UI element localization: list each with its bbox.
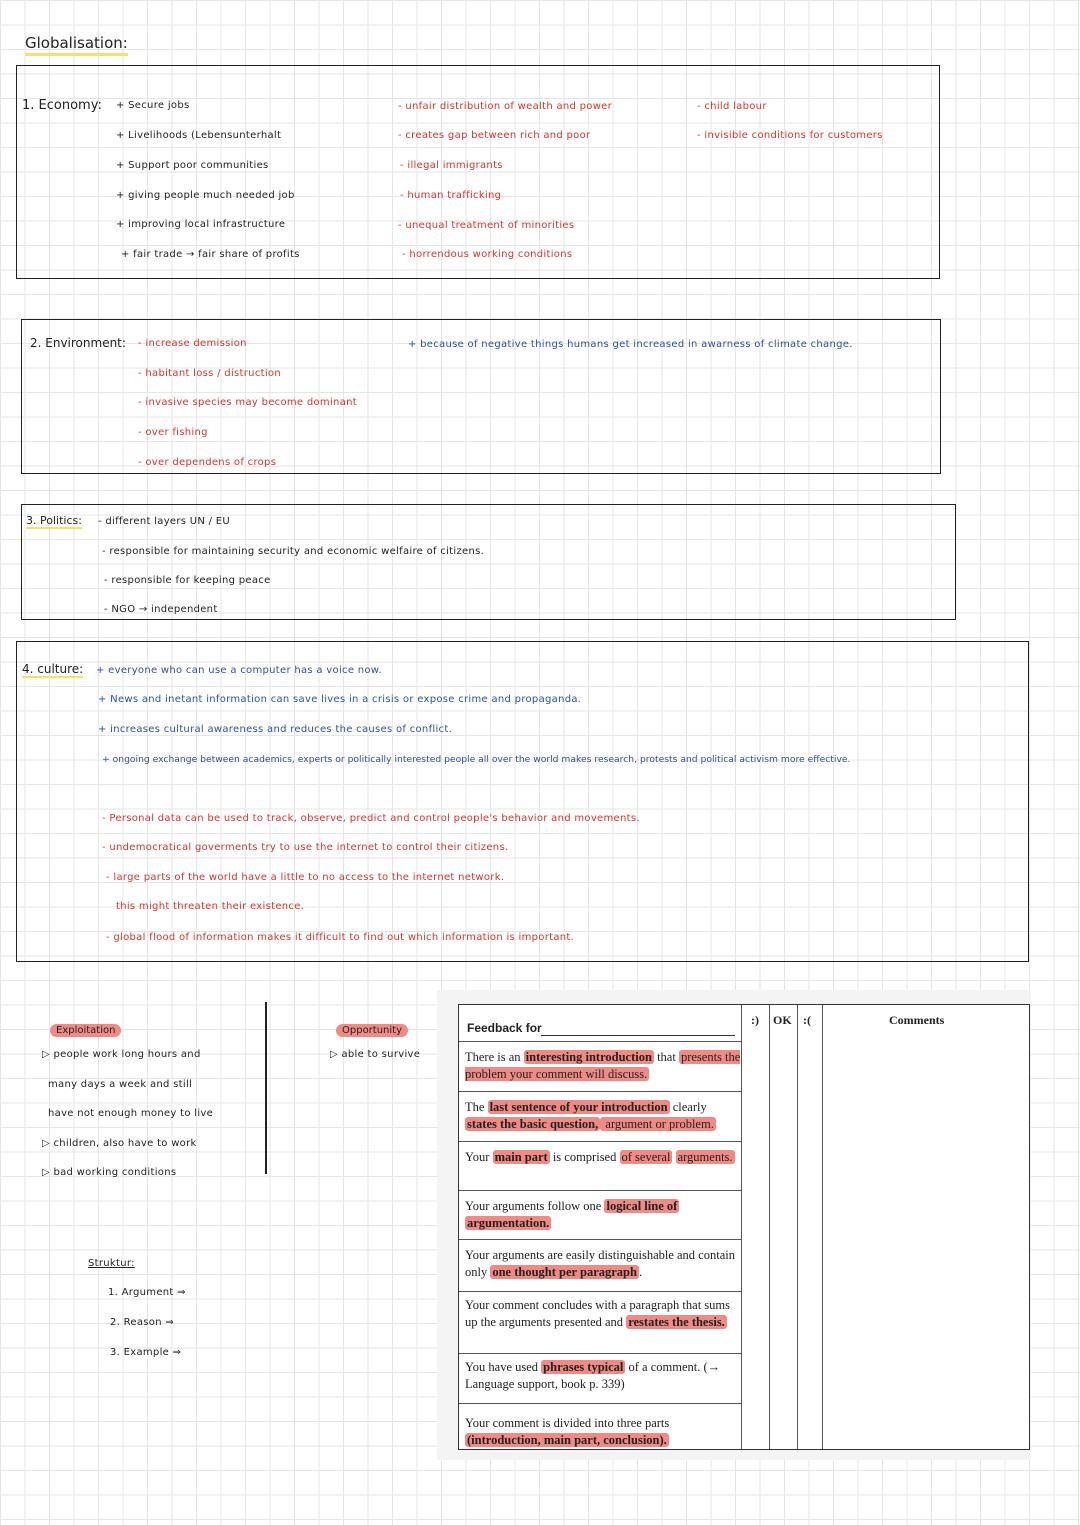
exploitation-line: ▷ people work long hours and (42, 1049, 201, 1060)
feedback-criterion (465, 1359, 741, 1393)
feedback-table (458, 1004, 1030, 1450)
highlighted-phrase: interesting introduction (525, 1050, 652, 1064)
culture-label (22, 662, 83, 676)
feedback-row-divider (459, 1041, 741, 1042)
highlighted-phrase: of several (621, 1150, 671, 1164)
feedback-name-line (541, 1035, 735, 1036)
criterion-text: that (653, 1050, 679, 1064)
criterion-text: You have used (465, 1360, 542, 1374)
politics-label-text: 3. Politics: (26, 514, 82, 527)
highlighted-phrase: one thought per paragraph (492, 1265, 637, 1279)
culture-pro: + ongoing exchange between academics, experts or politically interested people all over the world makes research, protests and political activism more effective. (102, 754, 851, 765)
economy-con: - unfair distribution of wealth and power (398, 101, 613, 112)
feedback-criterion (465, 1297, 741, 1331)
highlighted-phrase: logical line of (606, 1199, 678, 1213)
structure-item: 3. Example ⇒ (110, 1347, 182, 1358)
politics-item: - different layers UN / EU (98, 516, 231, 527)
feedback-criterion (465, 1099, 741, 1133)
economy-label: 1. Economy: (22, 98, 102, 113)
highlighted-phrase: phrases typical (543, 1360, 624, 1374)
col-divider (741, 1005, 742, 1449)
environment-item: - habitant loss / distruction (138, 368, 281, 379)
opportunity-pill: Opportunity (336, 1024, 408, 1037)
economy-con: - horrendous working conditions (402, 249, 573, 260)
criterion-text: The (465, 1100, 488, 1114)
column-divider (265, 1002, 267, 1174)
feedback-row-divider (459, 1239, 741, 1240)
criterion-text: Your arguments follow one (465, 1199, 605, 1213)
politics-item: - responsible for keeping peace (104, 575, 271, 586)
culture-label-text: 4. culture: (22, 662, 84, 676)
col-divider (822, 1005, 823, 1449)
highlighted-phrase: restates the thesis. (628, 1315, 725, 1329)
culture-con: - Personal data can be used to track, observe, predict and control people's behavior and movements. (102, 813, 640, 824)
feedback-criterion (465, 1049, 741, 1083)
culture-pro: + everyone who can use a computer has a voice now. (96, 665, 382, 676)
feedback-row-divider (459, 1141, 741, 1142)
highlighted-phrase: presents the problem your comment will discuss. (465, 1050, 741, 1081)
highlighted-phrase: (introduction, main part, conclusion). (467, 1433, 667, 1447)
structure-item: 1. Argument ⇒ (108, 1287, 186, 1298)
economy-pro: + giving people much needed job (116, 190, 295, 201)
politics-label (26, 514, 82, 527)
highlighted-phrase: main part (494, 1150, 548, 1164)
exploitation-label (50, 1018, 121, 1037)
highlighted-phrase: arguments. (677, 1150, 733, 1164)
exploitation-line: have not enough money to live (48, 1108, 214, 1119)
structure-label: Struktur: (88, 1258, 135, 1269)
criterion-text: Your arguments are easily distinguishable and contain only (465, 1248, 735, 1279)
feedback-row-divider (459, 1403, 741, 1404)
criterion-text: of a comment. (→ Language support, book p. 339) (465, 1360, 721, 1391)
economy-con: - human trafficking (400, 190, 502, 201)
culture-con: - undemocratical goverments try to use the internet to control their citizens. (102, 842, 509, 853)
structure-item: 2. Reason ⇒ (110, 1317, 175, 1328)
feedback-row-divider (459, 1190, 741, 1191)
exploitation-line: many days a week and still (48, 1079, 193, 1090)
opportunity-line: ▷ able to survive (330, 1049, 421, 1060)
economy-pro: + Livelihoods (Lebensunterhalt (116, 130, 282, 141)
feedback-criterion (465, 1247, 741, 1281)
culture-con: - large parts of the world have a little to no access to the internet network. (106, 872, 505, 883)
economy-con: - invisible conditions for customers (697, 130, 883, 141)
economy-pro: + Secure jobs (116, 100, 190, 111)
environment-label: 2. Environment: (30, 336, 126, 350)
feedback-row-divider (459, 1291, 741, 1292)
environment-item: - invasive species may become dominant (138, 397, 357, 408)
feedback-criterion (465, 1198, 741, 1232)
economy-con: - unequal treatment of minorities (398, 220, 575, 231)
feedback-row-divider (459, 1353, 741, 1354)
opportunity-label (336, 1018, 408, 1037)
environment-item: - over dependens of crops (138, 457, 277, 468)
highlighted-phrase: argument or problem. (602, 1117, 714, 1131)
highlighted-phrase: last sentence of your introduction (489, 1100, 668, 1114)
criterion-text: is comprised (549, 1150, 620, 1164)
header-good: :) (751, 1013, 759, 1027)
criterion-text: There is an (465, 1050, 524, 1064)
economy-pro: + Support poor communities (116, 160, 269, 171)
economy-con: - illegal immigrants (400, 160, 503, 171)
header-comments: Comments (889, 1013, 945, 1027)
feedback-title: Feedback for (467, 1021, 542, 1035)
header-ok: OK (773, 1013, 792, 1027)
criterion-text: Your comment concludes with a paragraph that sums up the arguments presented and (465, 1298, 730, 1329)
economy-pro: + fair trade → fair share of profits (121, 249, 300, 260)
feedback-row-divider (459, 1091, 741, 1092)
criterion-text: . (638, 1265, 643, 1279)
economy-con: - creates gap between rich and poor (398, 130, 591, 141)
culture-con: - global flood of information makes it difficult to find out which information is important. (106, 932, 575, 943)
economy-box (16, 65, 940, 279)
feedback-criterion (465, 1415, 741, 1449)
politics-item: - NGO → independent (104, 604, 218, 615)
criterion-text: Your (465, 1150, 493, 1164)
politics-item: - responsible for maintaining security and economic welfaire of citizens. (102, 546, 485, 557)
culture-pro: + increases cultural awareness and reduces the causes of conflict. (98, 724, 453, 735)
exploitation-pill: Exploitation (50, 1024, 121, 1037)
col-divider (769, 1005, 770, 1449)
culture-pro: + News and inetant information can save lives in a crisis or expose crime and propaganda. (98, 694, 582, 705)
criterion-text: Your comment is divided into three parts (465, 1416, 670, 1430)
feedback-criterion (465, 1149, 741, 1166)
col-divider (797, 1005, 798, 1449)
culture-con: this might threaten their existence. (116, 901, 305, 912)
economy-pro: + improving local infrastructure (116, 219, 286, 230)
exploitation-line: ▷ children, also have to work (42, 1138, 197, 1149)
culture-box (16, 641, 1029, 962)
environment-note: + because of negative things humans get increased in awarness of climate change. (408, 339, 853, 350)
economy-con: - child labour (697, 101, 767, 112)
environment-item: - increase demission (138, 338, 247, 349)
environment-item: - over fishing (138, 427, 208, 438)
exploitation-line: ▷ bad working conditions (42, 1167, 177, 1178)
highlighted-phrase: argumentation. (467, 1216, 550, 1230)
highlighted-phrase: states the basic question, (467, 1117, 599, 1131)
criterion-text: clearly (669, 1100, 707, 1114)
page-title: Globalisation: (25, 34, 128, 56)
header-bad: :( (803, 1013, 811, 1027)
